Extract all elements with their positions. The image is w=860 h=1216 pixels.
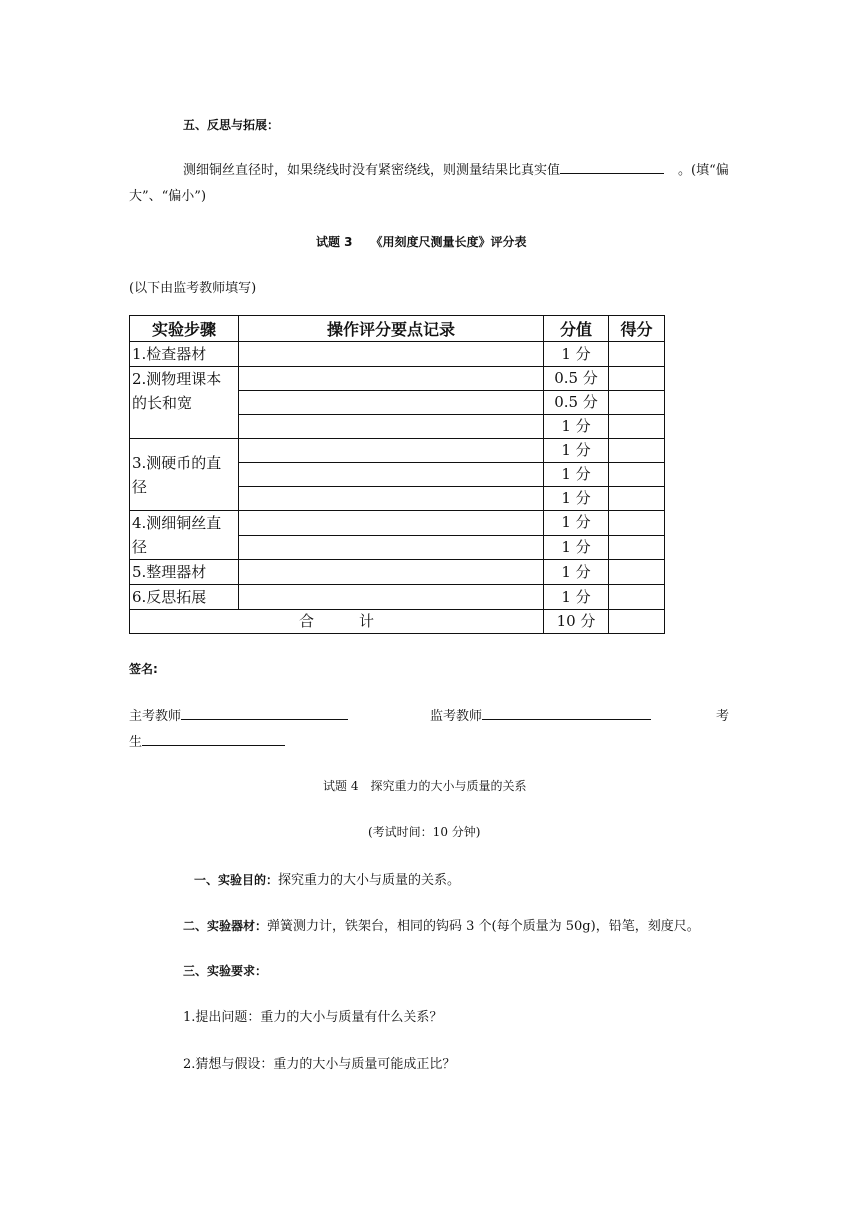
filled-by-note: (以下由监考教师填写) bbox=[129, 281, 257, 296]
step-label: 2.测物理课本的长和宽 bbox=[130, 367, 239, 439]
test4-time: (考试时间：10 分钟) bbox=[368, 825, 481, 839]
record-cell bbox=[239, 391, 544, 415]
points-cell: 1 分 bbox=[544, 487, 609, 511]
record-cell bbox=[239, 511, 544, 536]
points-cell: 1 分 bbox=[544, 439, 609, 463]
score-cell bbox=[609, 342, 665, 367]
proctor-blank bbox=[482, 707, 651, 720]
examinee-signature bbox=[129, 731, 285, 750]
record-cell bbox=[239, 463, 544, 487]
proctor-label: 监考教师 bbox=[430, 709, 483, 724]
requirements-label: 三、实验要求： bbox=[183, 964, 268, 978]
record-cell bbox=[239, 560, 544, 585]
requirement-item-2: 2.猜想与假设：重力的大小与质量可能成正比？ bbox=[183, 1057, 456, 1072]
reflection-question bbox=[183, 159, 729, 178]
score-cell bbox=[609, 391, 665, 415]
total-score-cell bbox=[609, 610, 665, 634]
total-points: 10 分 bbox=[544, 610, 609, 634]
step-label: 4.测细铜丝直径 bbox=[130, 511, 239, 560]
record-cell bbox=[239, 415, 544, 439]
score-cell bbox=[609, 535, 665, 560]
step-label: 1.检查器材 bbox=[130, 342, 239, 367]
equipment-label: 二、实验器材： bbox=[183, 919, 268, 933]
proctor-signature bbox=[430, 705, 651, 724]
examinee-label-part2: 生 bbox=[129, 735, 143, 750]
table-row bbox=[130, 560, 665, 585]
record-cell bbox=[239, 585, 544, 610]
record-cell bbox=[239, 439, 544, 463]
reflection-question-text: 测细铜丝直径时，如果绕线时没有紧密绕线，则测量结果比真实值 bbox=[183, 163, 561, 178]
score-cell bbox=[609, 511, 665, 536]
reflection-question-cont: 大”、“偏小”) bbox=[129, 189, 207, 204]
header-points: 分值 bbox=[544, 316, 609, 342]
step-label: 5.整理器材 bbox=[130, 560, 239, 585]
table-row bbox=[130, 439, 665, 463]
purpose-label: 一、实验目的： bbox=[194, 873, 279, 887]
table-header-row bbox=[130, 316, 665, 342]
points-cell: 0.5 分 bbox=[544, 367, 609, 391]
score-cell bbox=[609, 560, 665, 585]
record-cell bbox=[239, 342, 544, 367]
header-record: 操作评分要点记录 bbox=[239, 316, 544, 342]
test4-title: 试题 4 探究重力的大小与质量的关系 bbox=[323, 779, 527, 793]
signature-heading: 签名: bbox=[129, 662, 158, 676]
equipment-text: 弹簧测力计，铁架台，相同的钩码 3 个(每个质量为 50g)，铅笔，刻度尺。 bbox=[267, 919, 700, 934]
score-cell bbox=[609, 367, 665, 391]
total-label: 合 计 bbox=[130, 610, 544, 634]
table-row bbox=[130, 342, 665, 367]
chief-examiner-signature bbox=[129, 705, 348, 724]
section-heading-reflection: 五、反思与拓展： bbox=[183, 118, 280, 132]
header-step: 实验步骤 bbox=[130, 316, 239, 342]
chief-examiner-label: 主考教师 bbox=[129, 709, 182, 724]
score-cell bbox=[609, 415, 665, 439]
points-cell: 1 分 bbox=[544, 463, 609, 487]
points-cell: 1 分 bbox=[544, 585, 609, 610]
table-total-row bbox=[130, 610, 665, 634]
points-cell: 0.5 分 bbox=[544, 391, 609, 415]
points-cell: 1 分 bbox=[544, 415, 609, 439]
score-table bbox=[129, 315, 665, 634]
points-cell: 1 分 bbox=[544, 511, 609, 536]
requirement-item-1: 1.提出问题：重力的大小与质量有什么关系？ bbox=[183, 1010, 443, 1025]
table-row bbox=[130, 511, 665, 536]
record-cell bbox=[239, 487, 544, 511]
equipment-line bbox=[183, 915, 700, 934]
reflection-question-hint: 。(填“偏 bbox=[678, 163, 729, 178]
points-cell: 1 分 bbox=[544, 560, 609, 585]
score-cell bbox=[609, 439, 665, 463]
record-cell bbox=[239, 367, 544, 391]
header-score: 得分 bbox=[609, 316, 665, 342]
step-label: 3.测硬币的直径 bbox=[130, 439, 239, 511]
score-cell bbox=[609, 585, 665, 610]
score-table-title: 试题 3 《用刻度尺测量长度》评分表 bbox=[316, 235, 527, 249]
score-cell bbox=[609, 487, 665, 511]
purpose-line bbox=[194, 869, 460, 888]
step-label: 6.反思拓展 bbox=[130, 585, 239, 610]
answer-blank bbox=[560, 161, 664, 174]
points-cell: 1 分 bbox=[544, 535, 609, 560]
table-row bbox=[130, 367, 665, 391]
score-cell bbox=[609, 463, 665, 487]
examinee-blank bbox=[142, 733, 285, 746]
points-cell: 1 分 bbox=[544, 342, 609, 367]
examinee-label-part1: 考 bbox=[716, 709, 730, 724]
chief-examiner-blank bbox=[181, 707, 348, 720]
record-cell bbox=[239, 535, 544, 560]
table-row bbox=[130, 585, 665, 610]
purpose-text: 探究重力的大小与质量的关系。 bbox=[278, 873, 461, 888]
